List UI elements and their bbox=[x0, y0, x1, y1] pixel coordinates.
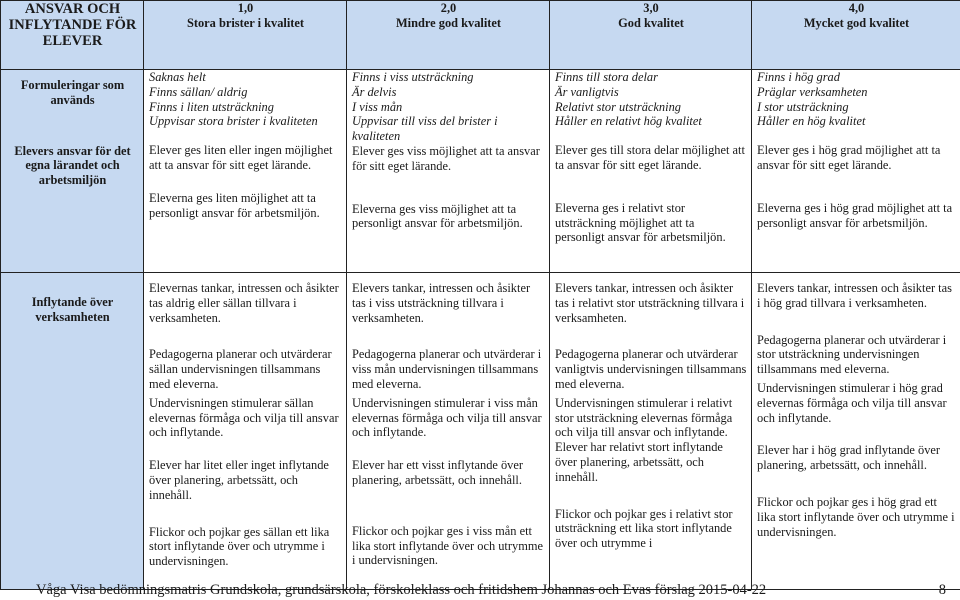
table-row bbox=[1, 273, 960, 590]
level-score: 4,0 bbox=[848, 1, 865, 15]
criterion-text: Elever har relativt stort inflytande över planering, arbetssätt, och innehåll. bbox=[555, 440, 723, 484]
criterion-text: Undervisningen stimulerar i viss mån elevernas förmåga och vilja till ansvar och inflytande. bbox=[352, 395, 542, 440]
page-footer bbox=[0, 580, 960, 600]
criterion-text: Eleverna ges liten möjlighet att ta personligt ansvar för arbetsmiljön. bbox=[149, 190, 320, 220]
header-row bbox=[1, 1, 960, 70]
criterion-text: Elever har litet eller inget inflytande över planering, arbetssätt, och innehåll. bbox=[149, 458, 329, 502]
level-heading-1 bbox=[144, 1, 347, 70]
criterion-text: Elever har ett visst inflytande över planering, arbetssätt, och innehåll. bbox=[352, 458, 524, 487]
corner-heading: ANSVAR OCH INFLYTANDE FÖR ELEVER bbox=[1, 1, 144, 70]
level-label: God kvalitet bbox=[618, 15, 684, 30]
phrase: Finns i hög grad bbox=[757, 70, 840, 84]
level-heading-4 bbox=[752, 1, 960, 70]
level-score: 3,0 bbox=[643, 1, 659, 15]
criterion-text: Undervisningen stimulerar sällan elevernas förmåga och vilja till ansvar och inflytande. bbox=[149, 395, 339, 440]
criterion-text: Undervisningen stimulerar i relativt stor utsträckning elevernas förmåga och vilja till ansvar och inflytande. bbox=[555, 395, 733, 440]
criterion-text: Flickor och pojkar ges i relativt stor utsträckning ett lika stort inflytande över och utrymme i bbox=[555, 506, 733, 551]
criterion-text: Elevers tankar, intressen och åsikter tas i viss utsträckning tillvara i verksamheten. bbox=[352, 281, 531, 325]
criterion-text: Pedagogerna planerar och utvärderar i viss mån undervisningen tillsammans med eleverna. bbox=[352, 347, 542, 391]
phrase: Uppvisar till viss del brister i kvaliteten bbox=[352, 114, 498, 144]
page-number: 8 bbox=[938, 582, 946, 598]
row-heading-responsibility bbox=[1, 70, 144, 273]
cell-level-4 bbox=[752, 70, 960, 273]
phrase: Finns i viss utsträckning bbox=[352, 70, 474, 84]
cell-level-4 bbox=[752, 273, 960, 590]
criterion-text: Elevers tankar, intressen och åsikter tas i relativt stor utsträckning tillvara i verksamheten. bbox=[555, 281, 745, 325]
criterion-text: Elevers tankar, intressen och åsikter tas i hög grad tillvara i verksamheten. bbox=[757, 281, 952, 310]
cell-level-2 bbox=[347, 70, 550, 273]
row-heading-influence bbox=[1, 273, 144, 590]
phrase: I stor utsträckning bbox=[757, 99, 849, 114]
row-heading-student-responsibility: Elevers ansvar för det egna lärandet och arbetsmiljön bbox=[14, 143, 131, 188]
level-label: Stora brister i kvalitet bbox=[186, 15, 305, 30]
criterion-text: Pedagogerna planerar och utvärderar sällan undervisningen tillsammans med eleverna. bbox=[149, 347, 332, 391]
level-score: 1,0 bbox=[237, 1, 254, 15]
row-heading-influence-label: Inflytande över verksamheten bbox=[31, 295, 114, 324]
criterion-text: Pedagogerna planerar och utvärderar i stor utsträckning undervisningen tillsammans med eleverna. bbox=[757, 332, 947, 377]
phrase: Är vanligtvis bbox=[555, 84, 619, 99]
phrase: Finns till stora delar bbox=[555, 70, 658, 84]
phrase: Relativt stor utsträckning bbox=[555, 99, 681, 114]
criterion-text: Elevernas tankar, intressen och åsikter tas aldrig eller sällan tillvara i verksamheten. bbox=[149, 281, 339, 325]
table-row bbox=[1, 70, 960, 273]
row-heading-formulations: Formuleringar som används bbox=[20, 78, 125, 107]
cell-level-1 bbox=[144, 273, 347, 590]
phrase: I viss mån bbox=[352, 99, 403, 114]
level-label: Mycket god kvalitet bbox=[803, 15, 910, 30]
criterion-text: Undervisningen stimulerar i hög grad elevernas förmåga och vilja till ansvar och inflytande. bbox=[757, 380, 947, 425]
level-label: Mindre god kvalitet bbox=[395, 15, 502, 30]
phrase: Präglar verksamheten bbox=[757, 84, 868, 99]
footer-text: Våga Visa bedömningsmatris Grundskola, grundsärskola, förskoleklass och fritidshem Johannas och Evas förslag 2015-04-22 bbox=[36, 582, 767, 598]
level-heading-2 bbox=[347, 1, 550, 70]
criterion-text: Elever ges viss möjlighet att ta ansvar för sitt eget lärande. bbox=[352, 143, 540, 173]
phrase: Finns sällan/ aldrig bbox=[149, 84, 248, 99]
phrase: Saknas helt bbox=[149, 70, 206, 84]
criterion-text: Flickor och pojkar ges i hög grad ett lika stort inflytande över och utrymme i undervisningen. bbox=[757, 494, 955, 539]
criterion-text: Eleverna ges viss möjlighet att ta personligt ansvar för arbetsmiljön. bbox=[352, 201, 523, 231]
criterion-text: Elever ges till stora delar möjlighet att ta ansvar för sitt eget lärande. bbox=[555, 143, 745, 172]
phrase: Håller en relativt hög kvalitet bbox=[555, 114, 702, 129]
cell-level-1 bbox=[144, 70, 347, 273]
criterion-text: Elever ges i hög grad möjlighet att ta ansvar för sitt eget lärande. bbox=[757, 143, 941, 172]
phrase: Är delvis bbox=[352, 84, 397, 99]
cell-level-2 bbox=[347, 273, 550, 590]
phrase: Finns i liten utsträckning bbox=[149, 99, 274, 114]
criterion-text: Eleverna ges i relativt stor utsträckning möjlighet att ta personligt ansvar för arbetsmiljön. bbox=[555, 200, 726, 245]
phrase: Uppvisar stora brister i kvaliteten bbox=[149, 114, 318, 129]
level-score: 2,0 bbox=[440, 1, 457, 15]
cell-level-3 bbox=[550, 70, 752, 273]
criterion-text: Flickor och pojkar ges i viss mån ett lika stort inflytande över och utrymme i undervisningen. bbox=[352, 523, 543, 568]
cell-level-3 bbox=[550, 273, 752, 590]
criterion-text: Eleverna ges i hög grad möjlighet att ta personligt ansvar för arbetsmiljön. bbox=[757, 200, 953, 230]
criterion-text: Elever har i hög grad inflytande över planering, arbetssätt, och innehåll. bbox=[757, 443, 941, 473]
criterion-text: Elever ges liten eller ingen möjlighet att ta ansvar för sitt eget lärande. bbox=[149, 143, 333, 172]
phrase: Håller en hög kvalitet bbox=[757, 114, 866, 129]
criterion-text: Pedagogerna planerar och utvärderar vanligtvis undervisningen tillsammans med eleverna. bbox=[555, 347, 747, 391]
criterion-text: Flickor och pojkar ges sällan ett lika stort inflytande över och utrymme i undervisningen. bbox=[149, 524, 330, 569]
level-heading-3 bbox=[550, 1, 752, 70]
